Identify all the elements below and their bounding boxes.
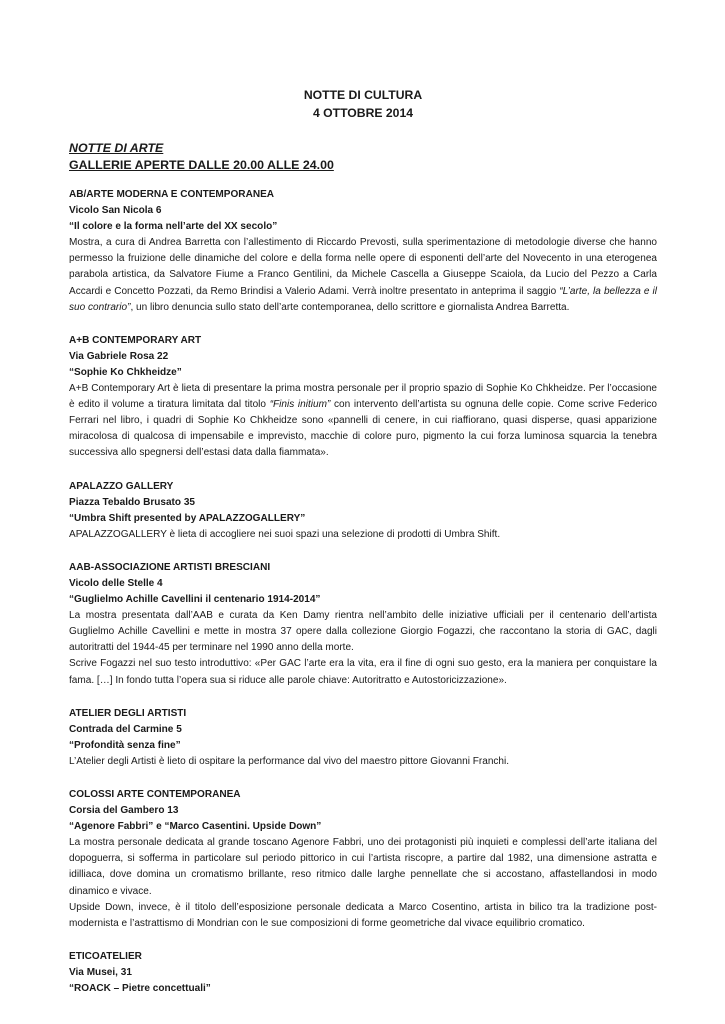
exhibition-title: “Agenore Fabbri” e “Marco Casentini. Upside Down” bbox=[69, 821, 322, 833]
gallery-entry bbox=[69, 333, 657, 462]
gallery-description-quote: Scrive Fogazzi nel suo testo introduttivo: «Per GAC l’arte era la vita, era il fine di ogni suo gesto, era la maniera per conquistare la fama. […] In fondo tutta l’opera sua si riduce alle parole chiave: Autoritratto e Autostoricizzazione». bbox=[69, 658, 657, 686]
gallery-address: Corsia del Gambero 13 bbox=[69, 805, 179, 817]
exhibition-title: “Umbra Shift presented by APALAZZOGALLERY” bbox=[69, 512, 306, 524]
document-date: 4 OTTOBRE 2014 bbox=[312, 106, 414, 120]
section-hours: GALLERIE APERTE DALLE 20.00 ALLE 24.00 bbox=[69, 158, 334, 172]
gallery-entry bbox=[69, 949, 657, 997]
exhibition-title: “Guglielmo Achille Cavellini il centenario 1914-2014” bbox=[69, 594, 321, 606]
gallery-address: Via Musei, 31 bbox=[69, 966, 132, 978]
document-header bbox=[69, 86, 657, 122]
gallery-name: AB/ARTE MODERNA E CONTEMPORANEA bbox=[69, 189, 275, 200]
gallery-entry bbox=[69, 706, 657, 770]
exhibition-title: “ROACK – Pietre concettuali” bbox=[69, 983, 211, 995]
gallery-description-second: Upside Down, invece, è il titolo dell’esposizione personale dedicata a Marco Cosentino, artista in bilico tra la tradizione post-modernista e l’astrattismo di Mondrian con le sue composizioni di forme geometriche dal vivace equilibrio cromatico. bbox=[69, 901, 657, 929]
exhibition-title: “Il colore e la forma nell’arte del XX secolo” bbox=[69, 221, 278, 233]
gallery-description: L’Atelier degli Artisti è lieto di ospitare la performance dal vivo del maestro pittore Giovanni Franchi. bbox=[69, 755, 510, 767]
gallery-address: Piazza Tebaldo Brusato 35 bbox=[69, 496, 195, 508]
gallery-entry bbox=[69, 787, 657, 932]
gallery-entry bbox=[69, 560, 657, 689]
gallery-name: ETICOATELIER bbox=[69, 950, 142, 962]
gallery-address: Via Gabriele Rosa 22 bbox=[69, 350, 169, 362]
gallery-address: Vicolo delle Stelle 4 bbox=[69, 577, 163, 589]
section-heading bbox=[69, 140, 657, 174]
gallery-description: La mostra presentata dall’AAB e curata da Ken Damy rientra nell’ambito delle iniziative ufficiali per il centenario dell’artista Guglielmo Achille Cavellini e mette in mostra 37 opere dalla collezione Giorgio Fogazzi, che raccontano la storia di GAC, dagli autoritratti del 1944-45 per terminare nel 1990 anno della morte. bbox=[69, 610, 657, 654]
gallery-name: ATELIER DEGLI ARTISTI bbox=[69, 707, 187, 719]
gallery-name: A+B CONTEMPORARY ART bbox=[69, 334, 202, 346]
gallery-entry bbox=[69, 187, 657, 316]
gallery-name: COLOSSI ARTE CONTEMPORANEA bbox=[69, 789, 241, 800]
gallery-address: Contrada del Carmine 5 bbox=[69, 723, 182, 735]
document-title: NOTTE DI CULTURA bbox=[303, 88, 423, 102]
gallery-entry bbox=[69, 479, 657, 543]
gallery-name: APALAZZO GALLERY bbox=[69, 480, 174, 492]
gallery-address: Vicolo San Nicola 6 bbox=[69, 205, 162, 217]
exhibition-title: “Profondità senza fine” bbox=[69, 739, 181, 751]
gallery-description: APALAZZOGALLERY è lieta di accogliere nei suoi spazi una selezione di prodotti di Umbra Shift. bbox=[69, 528, 501, 540]
section-name: NOTTE DI ARTE bbox=[69, 141, 164, 155]
gallery-name: AAB-ASSOCIAZIONE ARTISTI BRESCIANI bbox=[69, 561, 271, 573]
gallery-description: La mostra personale dedicata al grande toscano Agenore Fabbri, uno dei protagonisti più inquieti e complessi dell’arte italiana del dopoguerra, si sofferma in particolare sul periodo pittorico in cui l’artista riscopre, a partire dal 1982, una dimensione astratta e idilliaca, dove domina un cromatismo brillante, reso ritmico dalle larghe pennellate che si accostano, affastellandosi in modo dinamico e vivace. bbox=[69, 837, 657, 897]
gallery-description: A+B Contemporary Art è lieta di presentare la prima mostra personale per il proprio spazio di Sophie Ko Chkheidze. Per l’occasione è edito il volume a tiratura limitata dal titolo “Finis initium” con intervento dell’artista su ognuna delle copie. Come scrive Federico Ferrari nel libro, i quadri di Sophie Ko Chkheidze sono «pannelli di cenere, in cui riaffiorano, quasi disperse, quasi apparizione miracolosa di qualcosa di impensabile e imprevisto, macchie di colore puro, pigmento la cui forza luminosa squarcia la tenebra successiva allo spegnersi dell’estasi data dalla fiammata». bbox=[69, 383, 657, 459]
gallery-description: Mostra, a cura di Andrea Barretta con l’allestimento di Riccardo Prevosti, sulla sperimentazione di metodologie diverse che hanno permesso la fruizione delle dinamiche del colore e della forma nelle opere di esponenti dell’arte del Novecento in una eterogenea parabola artistica, da Salvatore Fiume a Franco Gentilini, da Michele Cascella a Giuseppe Scaiola, da Lucio del Pezzo a Carla Accardi e Concetto Pozzati, da Remo Brindisi a Valerio Adami. Verrà inoltre presentato in anteprima il saggio “L’arte, la bellezza e il suo contrario”, un libro denuncia sullo stato dell’arte contemporanea, dello scrittore e giornalista Andrea Barretta. bbox=[69, 237, 657, 313]
exhibition-title: “Sophie Ko Chkheidze” bbox=[69, 366, 182, 378]
